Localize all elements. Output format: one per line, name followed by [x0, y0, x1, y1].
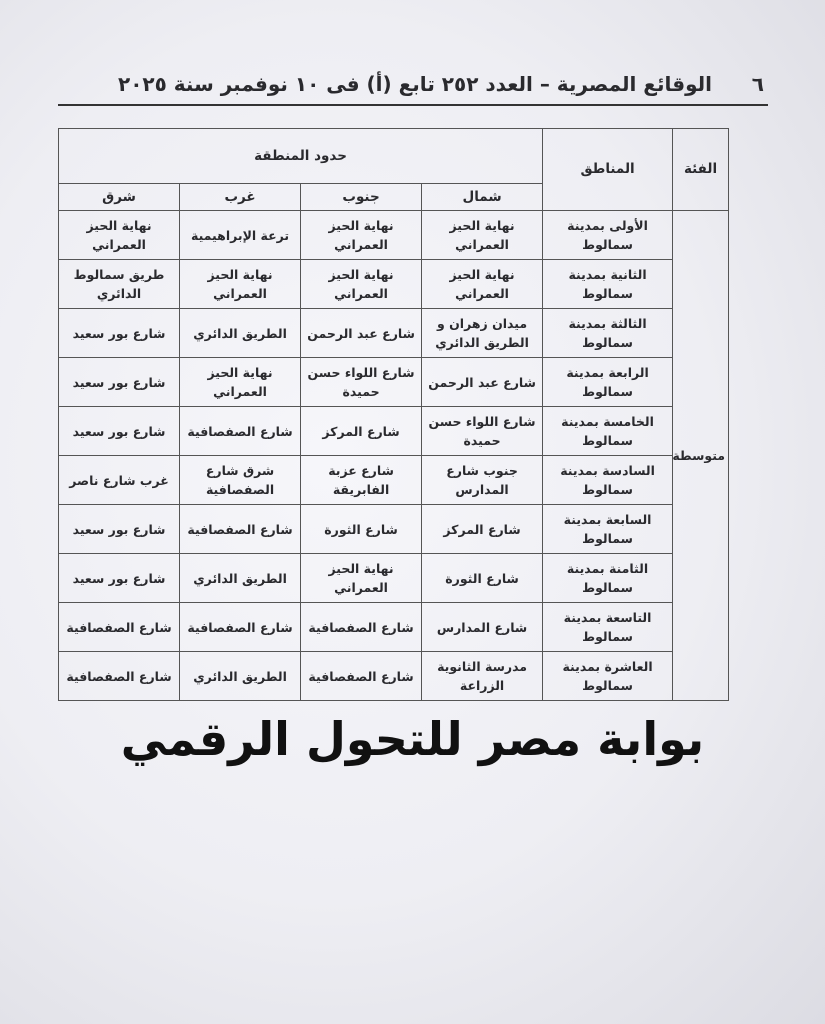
south-cell: نهاية الحيز العمراني	[301, 211, 422, 260]
west-cell: شارع الصفصافية	[180, 505, 301, 554]
south-cell: شارع الصفصافية	[301, 652, 422, 701]
header-boundaries: حدود المنطقة	[59, 129, 543, 184]
area-cell: الثالثة بمدينة سمالوط	[543, 309, 673, 358]
west-cell: الطريق الدائري	[180, 309, 301, 358]
header-category: الفئة	[673, 129, 729, 211]
north-cell: شارع الثورة	[422, 554, 543, 603]
page-number: ٦	[751, 72, 764, 96]
page-header	[58, 64, 768, 106]
area-cell: الرابعة بمدينة سمالوط	[543, 358, 673, 407]
header-east: شرق	[59, 184, 180, 211]
west-cell: نهاية الحيز العمراني	[180, 358, 301, 407]
north-cell: مدرسة الثانوية الزراعة	[422, 652, 543, 701]
north-cell: ميدان زهران و الطريق الدائري	[422, 309, 543, 358]
north-cell: جنوب شارع المدارس	[422, 456, 543, 505]
area-cell: الخامسة بمدينة سمالوط	[543, 407, 673, 456]
south-cell: شارع الصفصافية	[301, 603, 422, 652]
west-cell: الطريق الدائري	[180, 554, 301, 603]
north-cell: نهاية الحيز العمراني	[422, 260, 543, 309]
north-cell: نهاية الحيز العمراني	[422, 211, 543, 260]
north-cell: شارع المدارس	[422, 603, 543, 652]
area-cell: السابعة بمدينة سمالوط	[543, 505, 673, 554]
table-row	[59, 652, 729, 701]
header-south: جنوب	[301, 184, 422, 211]
north-cell: شارع المركز	[422, 505, 543, 554]
east-cell: شارع بور سعيد	[59, 505, 180, 554]
area-cell: التاسعة بمدينة سمالوط	[543, 603, 673, 652]
table-row	[59, 505, 729, 554]
east-cell: شارع الصفصافية	[59, 652, 180, 701]
area-cell: الأولى بمدينة سمالوط	[543, 211, 673, 260]
south-cell: شارع عزبة الفابريقة	[301, 456, 422, 505]
east-cell: طريق سمالوط الدائري	[59, 260, 180, 309]
east-cell: شارع بور سعيد	[59, 554, 180, 603]
gazette-title: الوقائع المصرية – العدد ٢٥٢ تابع (أ) فى ١٠ نوفمبر سنة ٢٠٢٥	[118, 72, 712, 96]
east-cell: شارع بور سعيد	[59, 358, 180, 407]
category-cell: متوسطة	[673, 211, 729, 701]
south-cell: شارع اللواء حسن حميدة	[301, 358, 422, 407]
west-cell: ترعة الإبراهيمية	[180, 211, 301, 260]
west-cell: شارع الصفصافية	[180, 407, 301, 456]
west-cell: الطريق الدائري	[180, 652, 301, 701]
east-cell: نهاية الحيز العمراني	[59, 211, 180, 260]
area-cell: العاشرة بمدينة سمالوط	[543, 652, 673, 701]
south-cell: شارع عبد الرحمن	[301, 309, 422, 358]
area-cell: الثانية بمدينة سمالوط	[543, 260, 673, 309]
table-row	[59, 260, 729, 309]
north-cell: شارع اللواء حسن حميدة	[422, 407, 543, 456]
north-cell: شارع عبد الرحمن	[422, 358, 543, 407]
table-row	[59, 603, 729, 652]
east-cell: شارع بور سعيد	[59, 407, 180, 456]
south-cell: شارع الثورة	[301, 505, 422, 554]
south-cell: شارع المركز	[301, 407, 422, 456]
watermark-caption: بوابة مصر للتحول الرقمي	[120, 712, 705, 766]
header-areas: المناطق	[543, 129, 673, 211]
header-north: شمال	[422, 184, 543, 211]
table-row	[59, 358, 729, 407]
table-row	[59, 407, 729, 456]
south-cell: نهاية الحيز العمراني	[301, 260, 422, 309]
west-cell: نهاية الحيز العمراني	[180, 260, 301, 309]
east-cell: غرب شارع ناصر	[59, 456, 180, 505]
table-row	[59, 456, 729, 505]
table-row	[59, 309, 729, 358]
table-row	[59, 211, 729, 260]
header-west: غرب	[180, 184, 301, 211]
area-cell: الثامنة بمدينة سمالوط	[543, 554, 673, 603]
south-cell: نهاية الحيز العمراني	[301, 554, 422, 603]
west-cell: شرق شارع الصفصافية	[180, 456, 301, 505]
table-row	[59, 554, 729, 603]
east-cell: شارع الصفصافية	[59, 603, 180, 652]
west-cell: شارع الصفصافية	[180, 603, 301, 652]
east-cell: شارع بور سعيد	[59, 309, 180, 358]
area-cell: السادسة بمدينة سمالوط	[543, 456, 673, 505]
areas-table	[58, 128, 729, 701]
